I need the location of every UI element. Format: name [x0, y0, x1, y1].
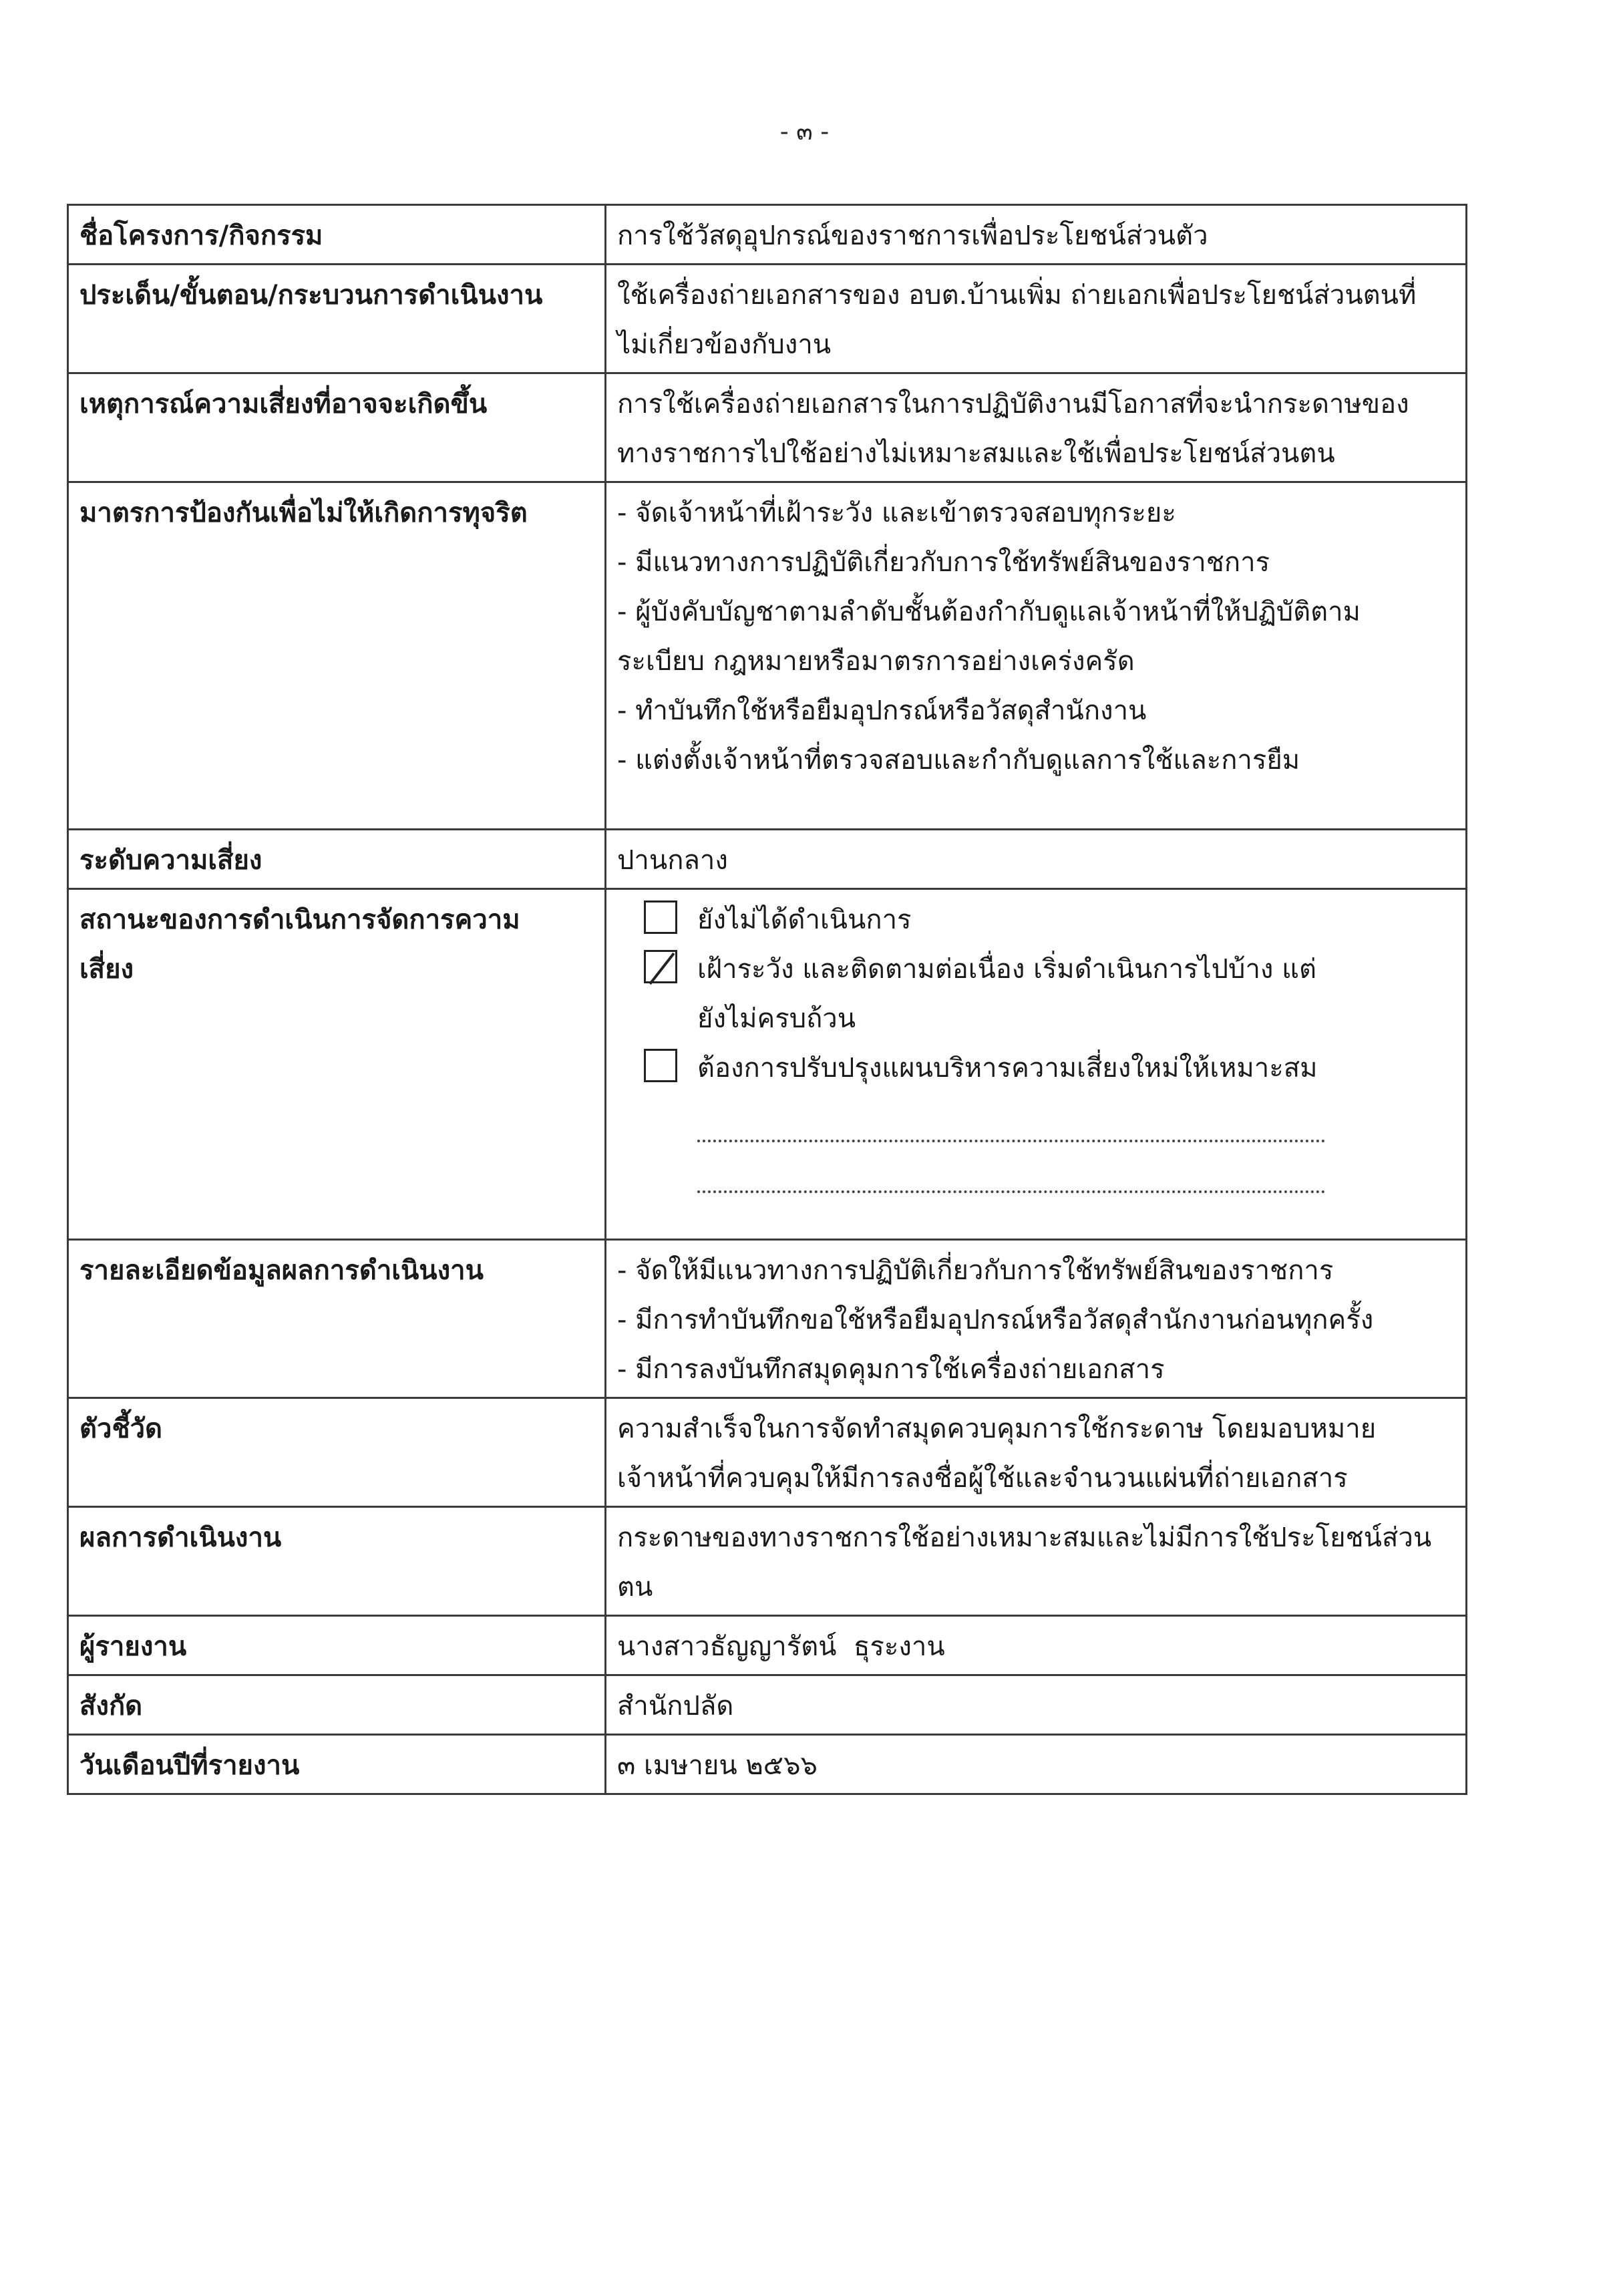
prevention-value	[606, 482, 1467, 830]
dotted-fill-line	[697, 1093, 1325, 1142]
status-label-line: เสี่ยง	[79, 954, 134, 985]
risk-level-label: ระดับความเสี่ยง	[68, 830, 606, 889]
process-label: ประเด็น/ขั้นตอน/กระบวนการดำเนินงาน	[68, 265, 606, 373]
page-number: - ๓ -	[779, 118, 830, 146]
risk-report-table	[67, 204, 1467, 1795]
row-status	[68, 889, 1467, 1240]
details-line: - มีการทำบันทึกขอใช้หรือยืมอุปกรณ์หรือวัสดุสำนักงานก่อนทุกครั้ง	[617, 1305, 1374, 1335]
row-reporter	[68, 1616, 1467, 1675]
row-risk-event	[68, 373, 1467, 482]
status-option-text	[697, 1043, 1455, 1093]
project-label: ชื่อโครงการ/กิจกรรม	[68, 205, 606, 265]
status-option-line: ต้องการปรับปรุงแผนบริหารความเสี่ยงใหม่ให้เหมาะสม	[697, 1053, 1318, 1084]
prevention-label: มาตรการป้องกันเพื่อไม่ให้เกิดการทุจริต	[68, 482, 606, 830]
row-prevention	[68, 482, 1467, 830]
prevention-line: - จัดเจ้าหน้าที่เฝ้าระวัง และเข้าตรวจสอบทุกระยะ	[617, 498, 1176, 528]
row-result	[68, 1507, 1467, 1616]
report-date-label: วันเดือนปีที่รายงาน	[68, 1735, 606, 1794]
status-option-monitoring[interactable]	[644, 945, 1455, 1043]
prevention-line: - ทำบันทึกใช้หรือยืมอุปกรณ์หรือวัสดุสำนักงาน	[617, 695, 1147, 726]
row-process	[68, 265, 1467, 373]
status-option-improve-plan[interactable]	[644, 1043, 1455, 1093]
indicator-line: ความสำเร็จในการจัดทำสมุดควบคุมการใช้กระดาษ โดยมอบหมาย	[617, 1414, 1377, 1444]
status-option-line: เฝ้าระวัง และติดตามต่อเนื่อง เริ่มดำเนินการไปบ้าง แต่	[697, 954, 1316, 985]
prevention-line: - มีแนวทางการปฏิบัติเกี่ยวกับการใช้ทรัพย์สินของราชการ	[617, 547, 1270, 578]
row-risk-level	[68, 830, 1467, 889]
risk-event-value	[606, 373, 1467, 482]
dotted-fill-line	[697, 1144, 1325, 1193]
status-option-not-started[interactable]	[644, 895, 1455, 945]
row-report-date	[68, 1735, 1467, 1794]
checkbox-empty-icon[interactable]	[644, 1049, 677, 1082]
indicator-line: เจ้าหน้าที่ควบคุมให้มีการลงชื่อผู้ใช้และจำนวนแผ่นที่ถ่ายเอกสาร	[617, 1463, 1348, 1494]
status-option-text	[697, 895, 1455, 945]
risk-event-line: ทางราชการไปใช้อย่างไม่เหมาะสมและใช้เพื่อประโยชน์ส่วนตน	[617, 438, 1335, 469]
status-option-text	[697, 945, 1455, 1043]
checkbox-empty-icon[interactable]	[644, 900, 677, 934]
result-line: ตน	[617, 1572, 653, 1603]
risk-level-value: ปานกลาง	[606, 830, 1467, 889]
report-date-value: ๓ เมษายน ๒๕๖๖	[606, 1735, 1467, 1794]
result-label: ผลการดำเนินงาน	[68, 1507, 606, 1616]
risk-event-line: การใช้เครื่องถ่ายเอกสารในการปฏิบัติงานมีโอกาสที่จะนำกระดาษของ	[617, 389, 1409, 420]
reporter-value: นางสาวธัญญารัตน์ ธุระงาน	[606, 1616, 1467, 1675]
status-value	[606, 889, 1467, 1240]
details-line: - จัดให้มีแนวทางการปฏิบัติเกี่ยวกับการใช้ทรัพย์สินของราชการ	[617, 1255, 1334, 1286]
prevention-line: - แต่งตั้งเจ้าหน้าที่ตรวจสอบและกำกับดูแลการใช้และการยืม	[617, 745, 1300, 776]
reporter-label: ผู้รายงาน	[68, 1616, 606, 1675]
row-project	[68, 205, 1467, 265]
status-option-line: ยังไม่ได้ดำเนินการ	[697, 905, 912, 935]
row-indicator	[68, 1398, 1467, 1507]
status-label	[68, 889, 606, 1240]
affiliation-value: สำนักปลัด	[606, 1675, 1467, 1735]
indicator-label: ตัวชี้วัด	[68, 1398, 606, 1507]
row-details	[68, 1240, 1467, 1398]
details-line: - มีการลงบันทึกสมุดคุมการใช้เครื่องถ่ายเอกสาร	[617, 1354, 1165, 1385]
status-label-line: สถานะของการดำเนินการจัดการความ	[79, 905, 520, 935]
details-label: รายละเอียดข้อมูลผลการดำเนินงาน	[68, 1240, 606, 1398]
details-value	[606, 1240, 1467, 1398]
checkbox-checked-icon[interactable]	[644, 950, 677, 983]
prevention-line: - ผู้บังคับบัญชาตามลำดับชั้นต้องกำกับดูแลเจ้าหน้าที่ให้ปฏิบัติตาม	[617, 597, 1361, 627]
process-line: ใช้เครื่องถ่ายเอกสารของ อบต.บ้านเพิ่ม ถ่ายเอกเพื่อประโยชน์ส่วนตนที่	[617, 280, 1417, 311]
risk-event-label: เหตุการณ์ความเสี่ยงที่อาจจะเกิดขึ้น	[68, 373, 606, 482]
affiliation-label: สังกัด	[68, 1675, 606, 1735]
status-option-line: ยังไม่ครบถ้วน	[697, 1003, 856, 1034]
project-value: การใช้วัสดุอุปกรณ์ของราชการเพื่อประโยชน์ส่วนตัว	[606, 205, 1467, 265]
prevention-line: ระเบียบ กฎหมายหรือมาตรการอย่างเคร่งครัด	[617, 646, 1135, 677]
process-value	[606, 265, 1467, 373]
process-line: ไม่เกี่ยวข้องกับงาน	[617, 329, 832, 360]
row-affiliation	[68, 1675, 1467, 1735]
indicator-value	[606, 1398, 1467, 1507]
result-value	[606, 1507, 1467, 1616]
result-line: กระดาษของทางราชการใช้อย่างเหมาะสมและไม่มีการใช้ประโยชน์ส่วน	[617, 1522, 1432, 1553]
